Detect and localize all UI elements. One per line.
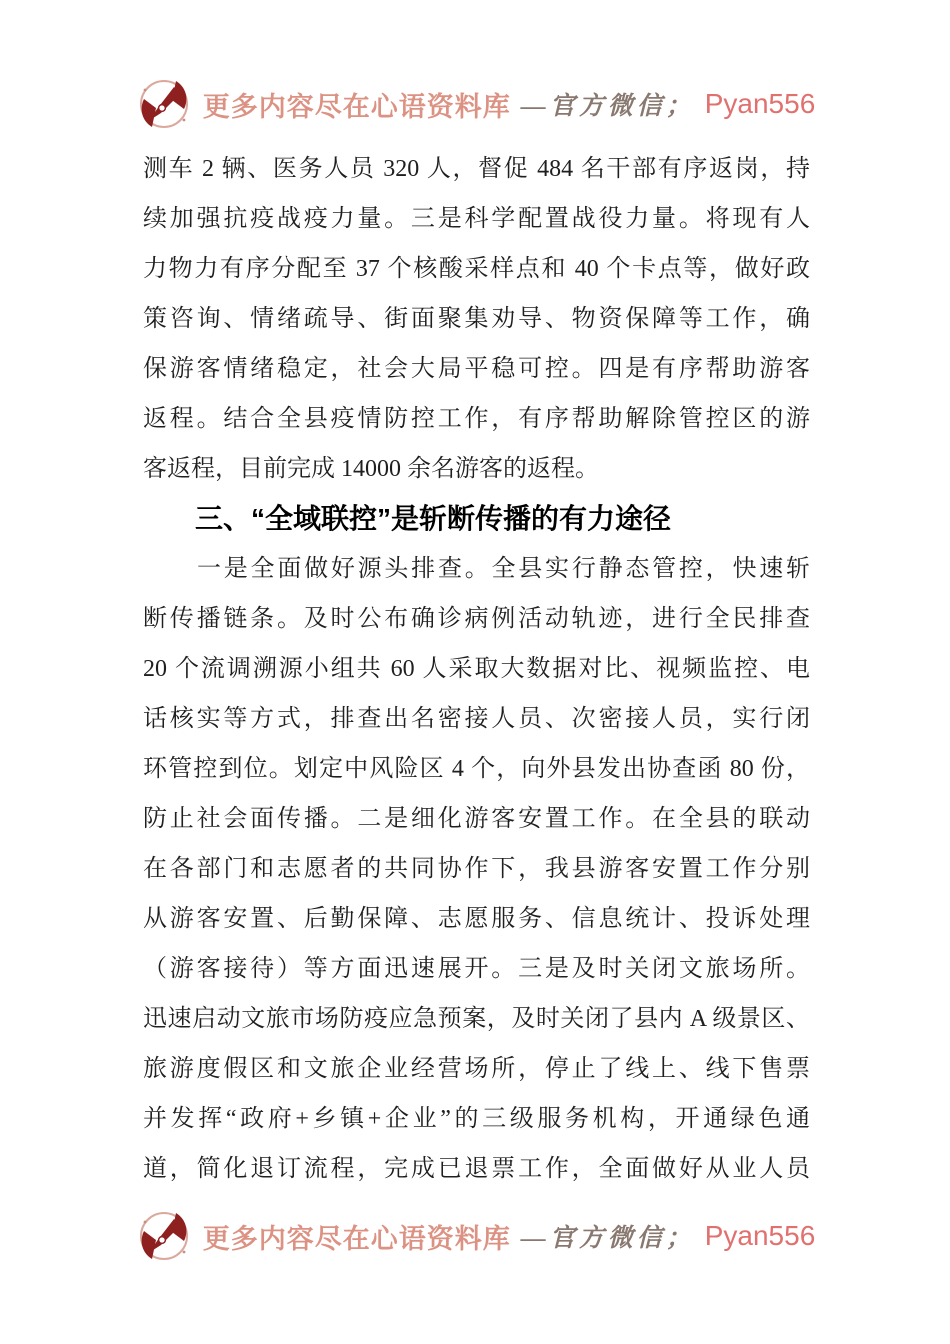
watermark-main-text: 更多内容尽在心语资料库	[202, 1223, 511, 1254]
watermark-footer	[0, 1206, 950, 1266]
watermark-header	[0, 74, 950, 134]
watermark-label-text: —官方微信；	[520, 1225, 695, 1252]
body-line: 一是全面做好源头排查。全县实行静态管控，快速斩	[197, 556, 810, 582]
body-line: 环管控到位。划定中风险区 4 个，向外县发出协查函 80 份，	[143, 756, 810, 782]
body-line: 在各部门和志愿者的共同协作下，我县游客安置工作分别	[143, 856, 810, 882]
watermark-main-text: 更多内容尽在心语资料库	[202, 91, 511, 122]
body-line: 20 个流调溯源小组共 60 人采取大数据对比、视频监控、电	[143, 656, 810, 682]
pen-nib-logo-icon	[135, 1207, 193, 1265]
body-line: 道，简化退订流程，完成已退票工作，全面做好从业人员	[143, 1156, 810, 1182]
body-line: 返程。结合全县疫情防控工作，有序帮助解除管控区的游	[143, 406, 810, 432]
body-line: 迅速启动文旅市场防疫应急预案，及时关闭了县内 A 级景区、	[143, 1006, 810, 1032]
body-line: 力物力有序分配至 37 个核酸采样点和 40 个卡点等，做好政	[143, 256, 810, 282]
watermark-wechat-id: Pyan556	[704, 1220, 816, 1251]
body-line: 防止社会面传播。二是细化游客安置工作。在全县的联动	[143, 806, 810, 832]
watermark-label-text: —官方微信；	[520, 93, 695, 120]
body-line: 话核实等方式，排查出名密接人员、次密接人员，实行闭	[143, 706, 810, 732]
body-line: 旅游度假区和文旅企业经营场所，停止了线上、线下售票	[143, 1056, 810, 1082]
body-line: 测车 2 辆、医务人员 320 人，督促 484 名干部有序返岗，持	[143, 156, 810, 182]
body-line: 从游客安置、后勤保障、志愿服务、信息统计、投诉处理	[143, 906, 810, 932]
body-line: 并发挥“政府+乡镇+企业”的三级服务机构，开通绿色通	[143, 1106, 810, 1132]
body-line: 续加强抗疫战疫力量。三是科学配置战役力量。将现有人	[143, 206, 810, 232]
body-line: （游客接待）等方面迅速展开。三是及时关闭文旅场所。	[143, 956, 810, 982]
body-line: 策咨询、情绪疏导、街面聚集劝导、物资保障等工作，确	[143, 306, 810, 332]
watermark-wechat-id: Pyan556	[704, 88, 816, 119]
pen-nib-logo-icon	[135, 75, 193, 133]
section-heading: 三、“全域联控”是斩断传播的有力途径	[195, 503, 672, 534]
body-line: 保游客情绪稳定，社会大局平稳可控。四是有序帮助游客	[143, 356, 810, 382]
body-line: 断传播链条。及时公布确诊病例活动轨迹，进行全民排查	[143, 606, 810, 632]
document-body	[143, 144, 810, 1194]
body-line: 客返程，目前完成 14000 余名游客的返程。	[143, 456, 599, 482]
